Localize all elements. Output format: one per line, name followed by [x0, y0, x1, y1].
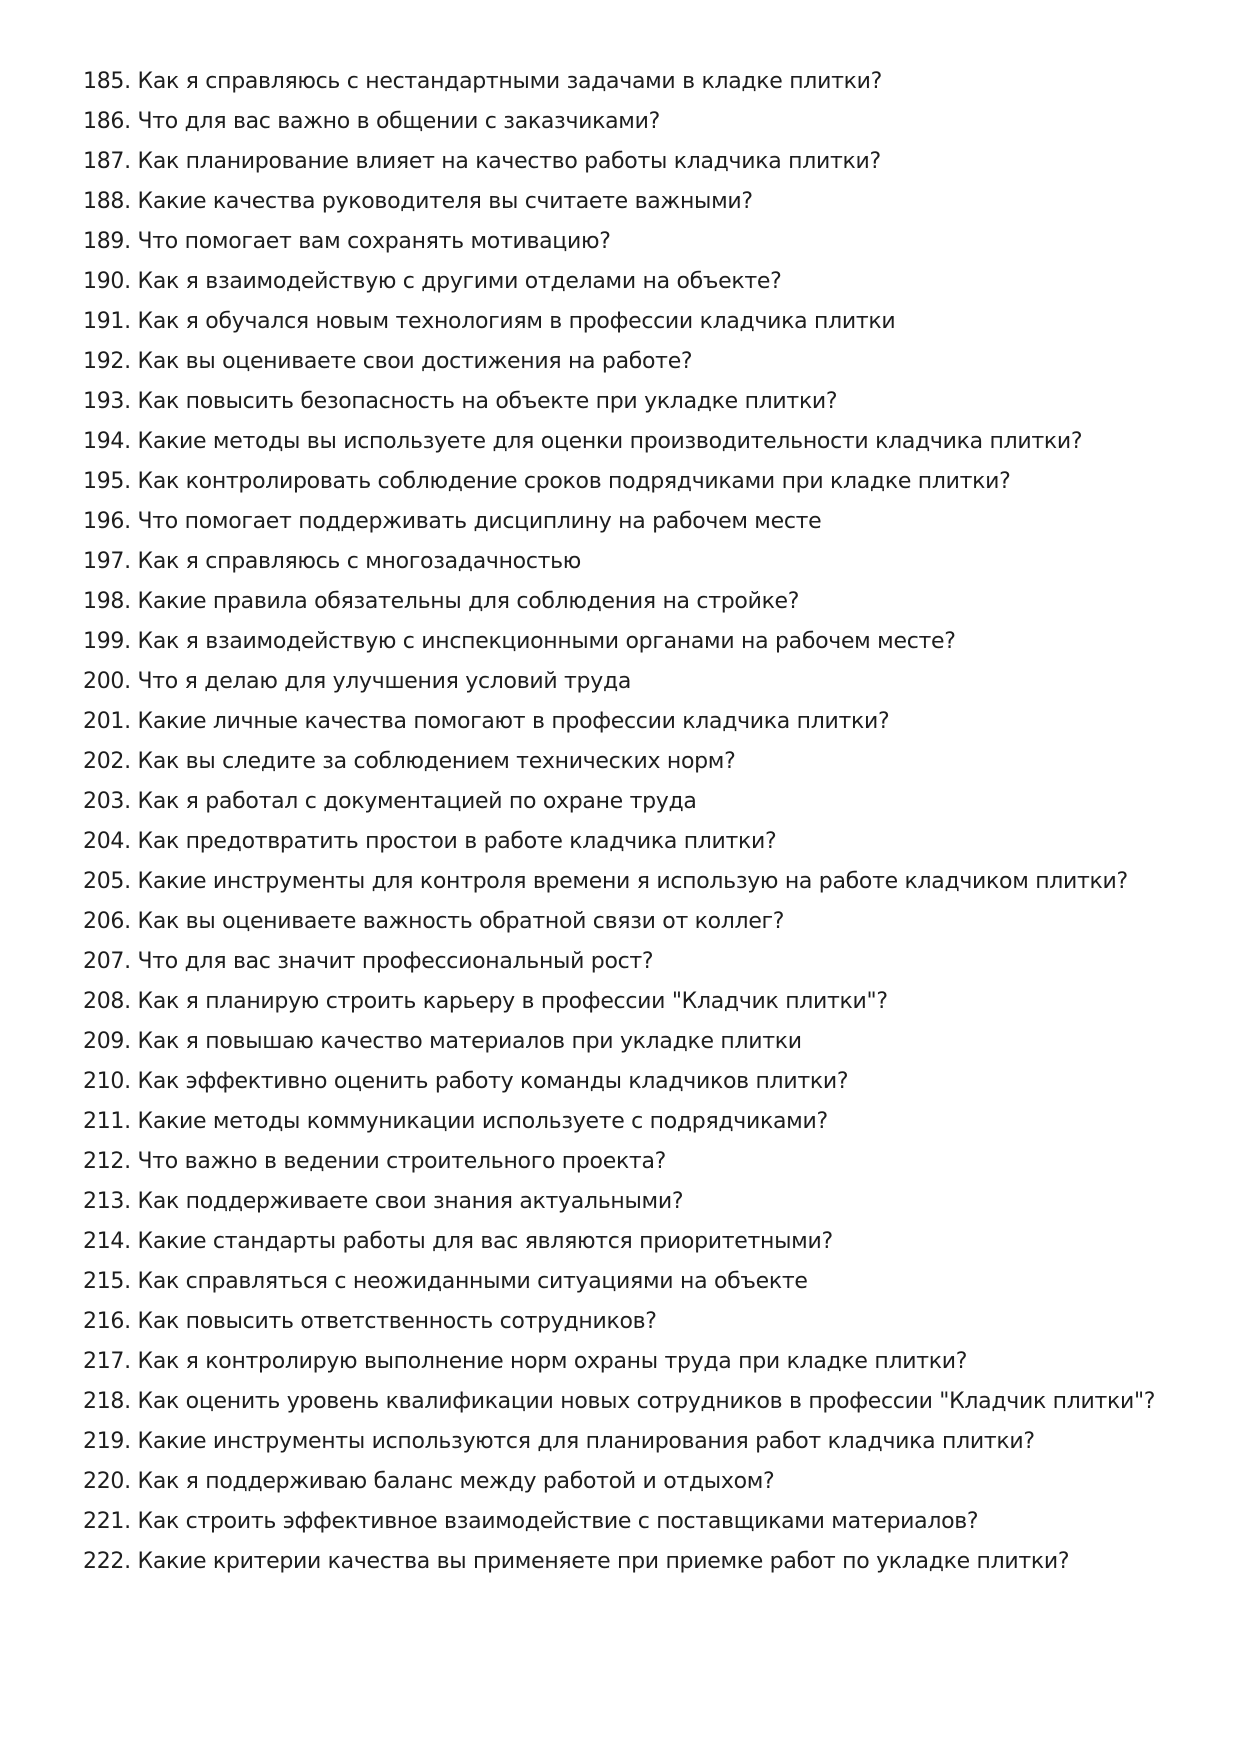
question-number: 218. — [83, 1389, 131, 1414]
question-number: 211. — [83, 1109, 131, 1134]
question-item — [83, 942, 1203, 982]
question-number: 210. — [83, 1069, 131, 1094]
question-item — [83, 1142, 1203, 1182]
question-item — [83, 1182, 1203, 1222]
question-text: Какие инструменты для контроля времени я использую на работе кладчиком плитки? — [137, 869, 1128, 894]
question-item — [83, 382, 1203, 422]
question-item — [83, 1422, 1203, 1462]
question-number: 207. — [83, 949, 131, 974]
question-number: 217. — [83, 1349, 131, 1374]
question-item — [83, 982, 1203, 1022]
question-text: Как строить эффективное взаимодействие с поставщиками материалов? — [137, 1509, 979, 1534]
question-number: 213. — [83, 1189, 131, 1214]
question-item — [83, 462, 1203, 502]
question-number: 196. — [83, 509, 131, 534]
question-number: 220. — [83, 1469, 131, 1494]
question-number: 200. — [83, 669, 131, 694]
question-text: Как вы следите за соблюдением технических норм? — [137, 749, 736, 774]
question-text: Как поддерживаете свои знания актуальными? — [137, 1189, 684, 1214]
question-item — [83, 1382, 1203, 1422]
question-item — [83, 662, 1203, 702]
question-item — [83, 1462, 1203, 1502]
question-item — [83, 502, 1203, 542]
question-number: 205. — [83, 869, 131, 894]
question-text: Что для вас значит профессиональный рост? — [137, 949, 654, 974]
question-number: 201. — [83, 709, 131, 734]
question-item — [83, 422, 1203, 462]
question-item — [83, 782, 1203, 822]
question-item — [83, 542, 1203, 582]
question-item — [83, 1342, 1203, 1382]
question-text: Как справляться с неожиданными ситуациями на объекте — [137, 1269, 808, 1294]
question-number: 209. — [83, 1029, 131, 1054]
question-text: Как эффективно оценить работу команды кладчиков плитки? — [137, 1069, 849, 1094]
question-item — [83, 742, 1203, 782]
question-number: 194. — [83, 429, 131, 454]
question-number: 204. — [83, 829, 131, 854]
question-number: 203. — [83, 789, 131, 814]
question-text: Что помогает вам сохранять мотивацию? — [137, 229, 611, 254]
question-item — [83, 262, 1203, 302]
question-item — [83, 622, 1203, 662]
question-text: Как планирование влияет на качество работы кладчика плитки? — [137, 149, 881, 174]
question-text: Как я обучался новым технологиям в профессии кладчика плитки — [137, 309, 896, 334]
question-item — [83, 1222, 1203, 1262]
question-number: 195. — [83, 469, 131, 494]
question-item — [83, 1542, 1203, 1582]
question-number: 216. — [83, 1309, 131, 1334]
question-number: 202. — [83, 749, 131, 774]
question-number: 192. — [83, 349, 131, 374]
question-item — [83, 1262, 1203, 1302]
question-text: Как повысить ответственность сотрудников? — [137, 1309, 657, 1334]
question-item — [83, 302, 1203, 342]
question-text: Как предотвратить простои в работе кладчика плитки? — [137, 829, 777, 854]
question-text: Как контролировать соблюдение сроков подрядчиками при кладке плитки? — [137, 469, 1011, 494]
question-text: Как повысить безопасность на объекте при укладке плитки? — [137, 389, 838, 414]
question-item — [83, 1502, 1203, 1542]
question-text: Как я планирую строить карьеру в профессии "Кладчик плитки"? — [137, 989, 888, 1014]
question-number: 193. — [83, 389, 131, 414]
question-number: 185. — [83, 69, 131, 94]
question-item — [83, 902, 1203, 942]
question-number: 187. — [83, 149, 131, 174]
question-item — [83, 1062, 1203, 1102]
question-text: Какие стандарты работы для вас являются приоритетными? — [137, 1229, 833, 1254]
question-item — [83, 102, 1203, 142]
question-text: Что я делаю для улучшения условий труда — [137, 669, 632, 694]
question-number: 219. — [83, 1429, 131, 1454]
question-number: 215. — [83, 1269, 131, 1294]
question-text: Как вы оцениваете свои достижения на работе? — [137, 349, 693, 374]
question-number: 190. — [83, 269, 131, 294]
question-text: Какие правила обязательны для соблюдения на стройке? — [137, 589, 800, 614]
question-number: 206. — [83, 909, 131, 934]
question-number: 191. — [83, 309, 131, 334]
question-text: Как вы оцениваете важность обратной связи от коллег? — [137, 909, 785, 934]
question-item — [83, 142, 1203, 182]
question-number: 222. — [83, 1549, 131, 1574]
question-text: Как я поддерживаю баланс между работой и отдыхом? — [137, 1469, 775, 1494]
question-item — [83, 702, 1203, 742]
question-text: Что важно в ведении строительного проекта? — [137, 1149, 667, 1174]
question-list — [83, 62, 1203, 1582]
question-text: Как я справляюсь с нестандартными задачами в кладке плитки? — [137, 69, 882, 94]
question-number: 208. — [83, 989, 131, 1014]
question-text: Какие методы вы используете для оценки производительности кладчика плитки? — [137, 429, 1083, 454]
question-number: 197. — [83, 549, 131, 574]
question-number: 221. — [83, 1509, 131, 1534]
question-item — [83, 1302, 1203, 1342]
question-text: Какие личные качества помогают в профессии кладчика плитки? — [137, 709, 890, 734]
question-text: Как я работал с документацией по охране труда — [137, 789, 697, 814]
question-item — [83, 582, 1203, 622]
question-text: Как я повышаю качество материалов при укладке плитки — [137, 1029, 802, 1054]
question-number: 188. — [83, 189, 131, 214]
question-number: 186. — [83, 109, 131, 134]
question-item — [83, 1102, 1203, 1142]
question-item — [83, 222, 1203, 262]
question-number: 189. — [83, 229, 131, 254]
question-item — [83, 822, 1203, 862]
question-text: Как я взаимодействую с инспекционными органами на рабочем месте? — [137, 629, 956, 654]
question-text: Как я взаимодействую с другими отделами на объекте? — [137, 269, 782, 294]
question-item — [83, 182, 1203, 222]
question-text: Что помогает поддерживать дисциплину на рабочем месте — [137, 509, 822, 534]
question-text: Какие критерии качества вы применяете при приемке работ по укладке плитки? — [137, 1549, 1070, 1574]
question-item — [83, 1022, 1203, 1062]
question-number: 199. — [83, 629, 131, 654]
question-item — [83, 862, 1203, 902]
question-text: Как я справляюсь с многозадачностью — [137, 549, 582, 574]
question-text: Какие методы коммуникации используете с подрядчиками? — [137, 1109, 828, 1134]
question-item — [83, 342, 1203, 382]
question-text: Какие инструменты используются для планирования работ кладчика плитки? — [137, 1429, 1035, 1454]
question-number: 212. — [83, 1149, 131, 1174]
question-item — [83, 62, 1203, 102]
question-text: Как я контролирую выполнение норм охраны труда при кладке плитки? — [137, 1349, 968, 1374]
question-text: Как оценить уровень квалификации новых сотрудников в профессии "Кладчик плитки"? — [137, 1389, 1156, 1414]
question-number: 214. — [83, 1229, 131, 1254]
question-text: Какие качества руководителя вы считаете важными? — [137, 189, 753, 214]
question-number: 198. — [83, 589, 131, 614]
question-text: Что для вас важно в общении с заказчиками? — [137, 109, 660, 134]
